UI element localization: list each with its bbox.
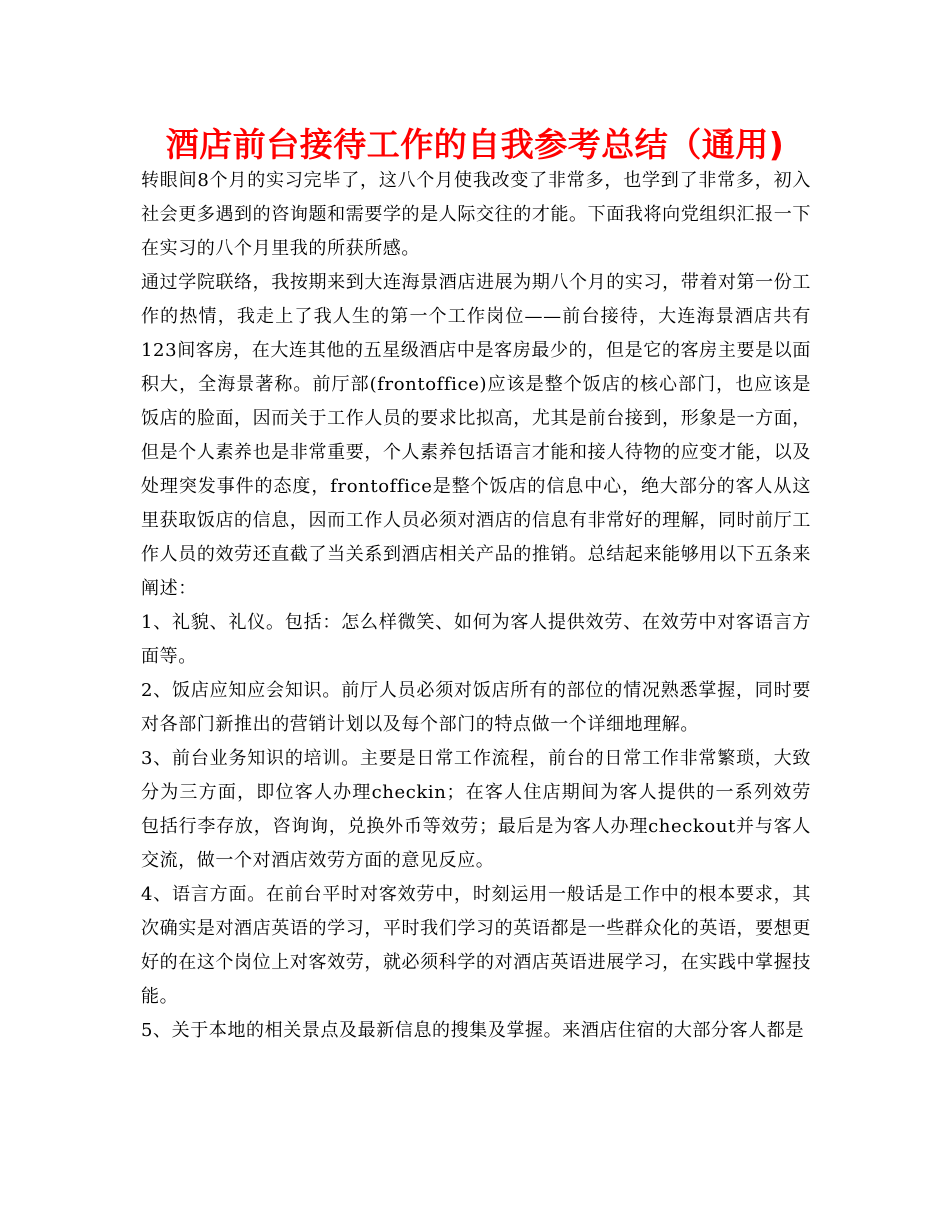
paragraph-point-1: 1、礼貌、礼仪。包括：怎么样微笑、如何为客人提供效劳、在效劳中对客语言方面等。 [141,612,811,667]
paragraph-point-3: 3、前台业务知识的培训。主要是日常工作流程，前台的日常工作非常繁琐，大致分为三方面，即位客人办理checkin；在客人住店期间为客人提供的一系列效劳包括行李存放，咨询询，兑换外币等效劳；最后是为客人办理checkout并与客人交流，做一个对酒店效劳方面的意见反应。 [141,748,811,871]
document-body [141,164,811,1048]
paragraph-point-2: 2、饭店应知应会知识。前厅人员必须对饭店所有的部位的情况熟悉掌握，同时要对各部门新推出的营销计划以及每个部门的特点做一个详细地理解。 [141,680,811,735]
paragraph-internship: 通过学院联络，我按期来到大连海景酒店进展为期八个月的实习，带着对第一份工作的热情，我走上了我人生的第一个工作岗位——前台接待，大连海景酒店共有123间客房，在大连其他的五星级酒店中是客房最少的，但是它的客房主要是以面积大，全海景著称。前厅部(frontoffice)应该是整个饭店的核心部门，也应该是饭店的脸面，因而关于工作人员的要求比拟高，尤其是前台接到，形象是一方面，但是个人素养也是非常重要，个人素养包括语言才能和接人待物的应变才能，以及处理突发事件的态度，frontoffice是整个饭店的信息中心，绝大部分的客人从这里获取饭店的信息，因而工作人员必须对酒店的信息有非常好的理解，同时前厅工作人员的效劳还直截了当关系到酒店相关产品的推销。总结起来能够用以下五条来阐述： [141,272,811,599]
paragraph-intro: 转眼间8个月的实习完毕了，这八个月使我改变了非常多，也学到了非常多，初入社会更多遇到的咨询题和需要学的是人际交往的才能。下面我将向党组织汇报一下在实习的八个月里我的所获所感。 [141,170,811,259]
paragraph-point-5: 5、关于本地的相关景点及最新信息的搜集及掌握。来酒店住宿的大部分客人都是 [141,1020,805,1041]
document-title: 酒店前台接待工作的自我参考总结（通用) [165,125,785,164]
paragraph-point-4: 4、语言方面。在前台平时对客效劳中，时刻运用一般话是工作中的根本要求，其次确实是对酒店英语的学习，平时我们学习的英语都是一些群众化的英语，要想更好的在这个岗位上对客效劳，就必须科学的对酒店英语进展学习，在实践中掌握技能。 [141,884,811,1007]
